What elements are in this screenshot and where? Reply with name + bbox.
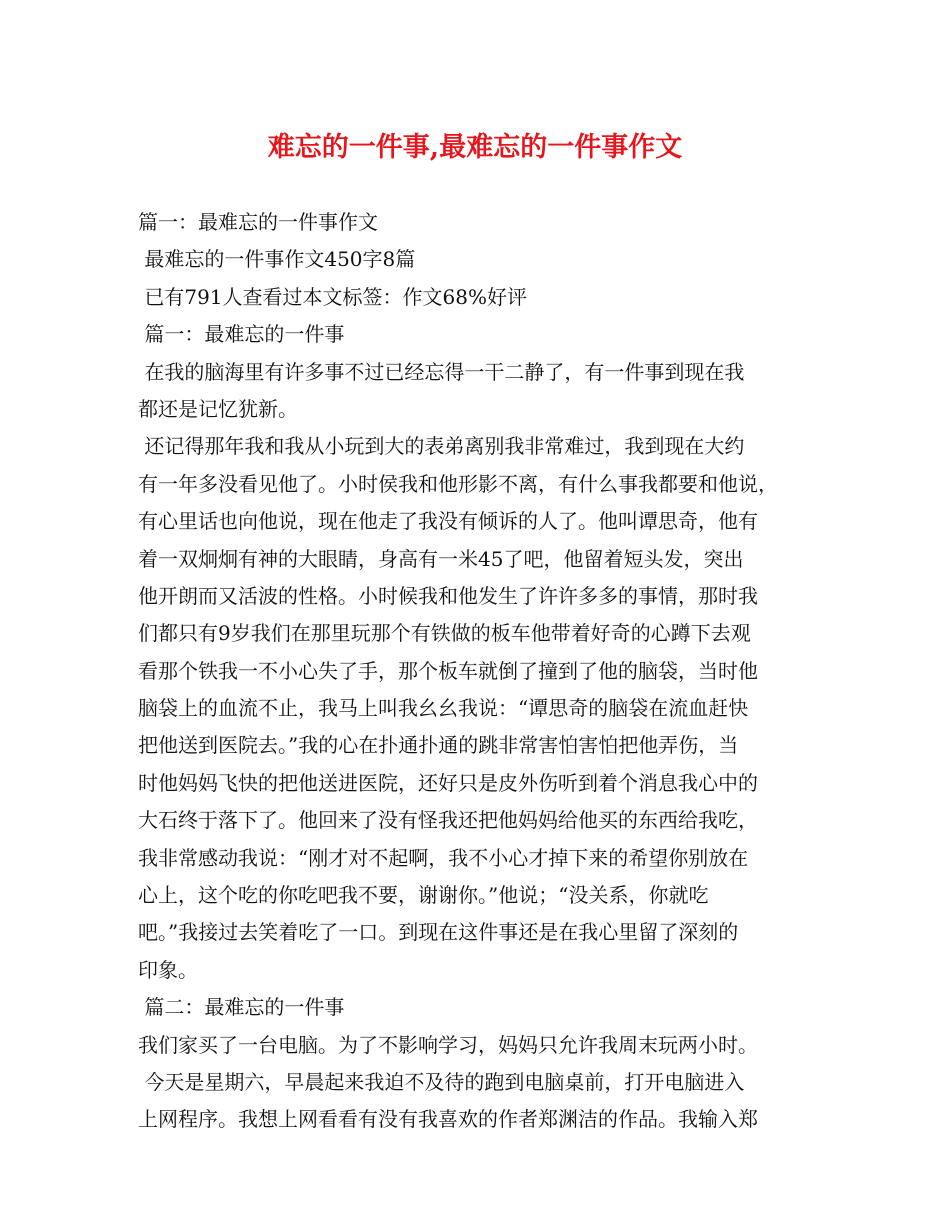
text-line: 大石终于落下了。他回来了没有怪我还把他妈妈给他买的东西给我吃， — [138, 808, 758, 833]
text-line: 看那个铁我一不小心失了手，那个板车就倒了撞到了他的脑袋，当时他 — [138, 658, 758, 683]
text-line: 还记得那年我和我从小玩到大的表弟离别我非常难过，我到现在大约 — [138, 434, 745, 459]
text-line: 有一年多没看见他了。小时侯我和他形影不离，有什么事我都要和他说， — [138, 471, 778, 496]
text-line: 都还是记忆犹新。 — [138, 396, 298, 421]
text-line: 我非常感动我说：“刚才对不起啊，我不小心才掉下来的希望你别放在 — [138, 845, 749, 870]
text-line: 在我的脑海里有许多事不过已经忘得一干二静了，有一件事到现在我 — [138, 359, 745, 384]
text-line: 我们家买了一台电脑。为了不影响学习，妈妈只允许我周末玩两小时。 — [138, 1032, 758, 1057]
text-line: 着一双炯炯有神的大眼睛，身高有一米45了吧，他留着短头发，突出 — [138, 546, 744, 571]
article-body — [138, 204, 814, 1139]
text-line: 今天是星期六，早晨起来我迫不及待的跑到电脑桌前，打开电脑进入 — [138, 1069, 745, 1094]
text-line: 们都只有9岁我们在那里玩那个有铁做的板车他带着好奇的心蹲下去观 — [138, 621, 751, 646]
text-line: 篇一：最难忘的一件事作文 — [138, 210, 378, 234]
text-line: 把他送到医院去。”我的心在扑通扑通的跳非常害怕害怕把他弄伤，当 — [138, 733, 739, 758]
text-line: 有心里话也向他说，现在他走了我没有倾诉的人了。他叫谭思奇，他有 — [138, 509, 758, 534]
text-line: 上网程序。我想上网看看有没有我喜欢的作者郑渊洁的作品。我输入郑 — [138, 1107, 758, 1132]
text-line: 篇一：最难忘的一件事 — [138, 322, 345, 347]
text-line: 最难忘的一件事作文450字8篇 — [138, 247, 416, 272]
page-title: 难忘的一件事,最难忘的一件事作文 — [267, 132, 683, 163]
text-line: 已有791人查看过本文标签：作文68%好评 — [138, 284, 527, 309]
text-line: 他开朗而又活波的性格。小时候我和他发生了许许多多的事情，那时我 — [138, 583, 758, 608]
text-line: 吧。”我接过去笑着吃了一口。到现在这件事还是在我心里留了深刻的 — [138, 920, 739, 945]
text-line: 时他妈妈飞快的把他送进医院，还好只是皮外伤听到着个消息我心中的 — [138, 770, 758, 795]
text-line: 心上，这个吃的你吃吧我不要，谢谢你。”他说；“没关系，你就吃 — [138, 883, 709, 908]
text-line: 印象。 — [138, 957, 198, 982]
text-line: 篇二：最难忘的一件事 — [138, 995, 345, 1020]
text-line: 脑袋上的血流不止，我马上叫我幺幺我说：“谭思奇的脑袋在流血赶快 — [138, 696, 749, 721]
